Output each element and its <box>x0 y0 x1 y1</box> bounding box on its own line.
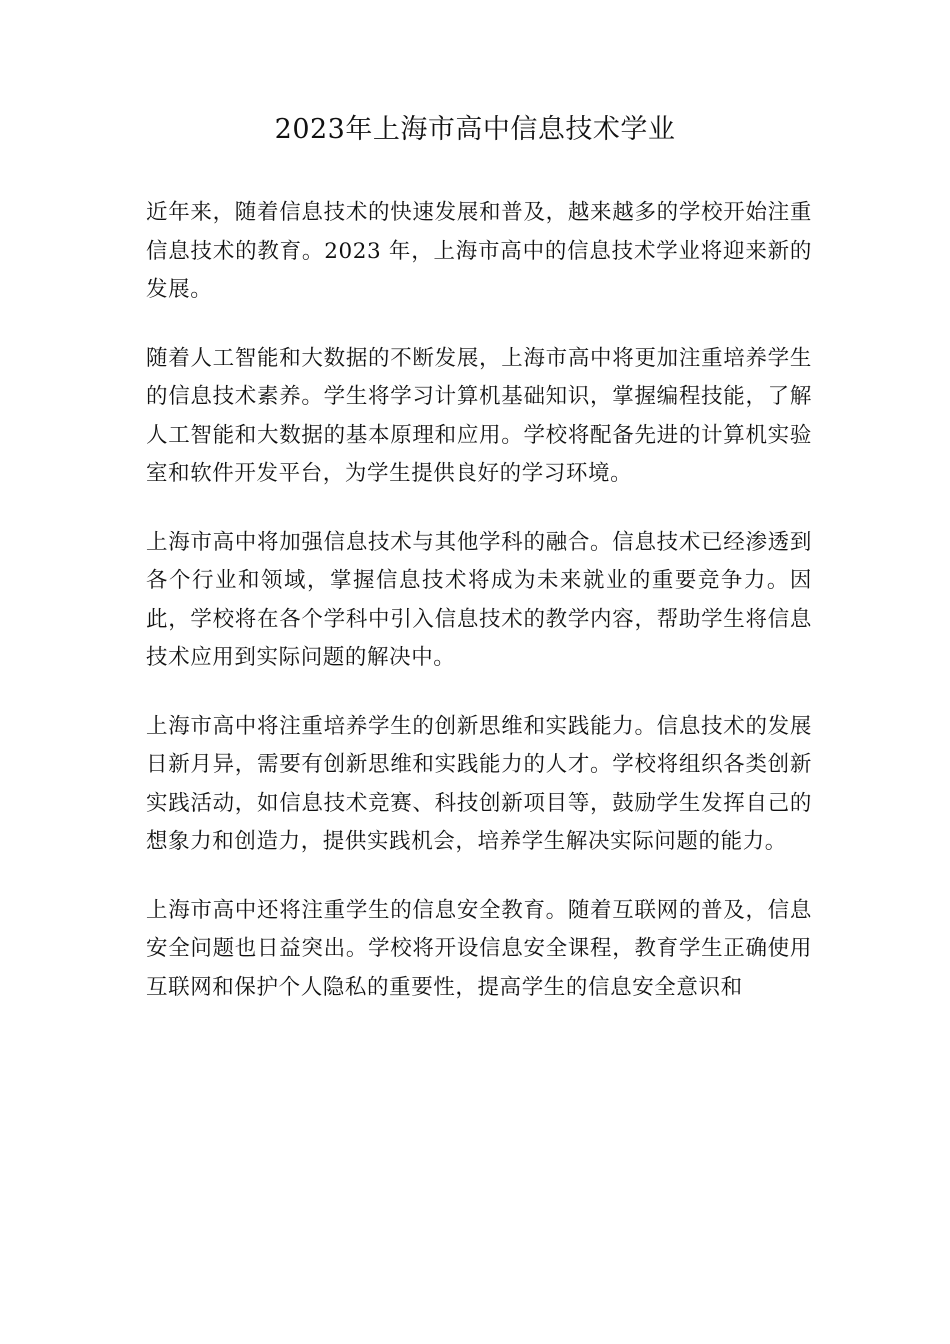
paragraph-4: 上海市高中将注重培养学生的创新思维和实践能力。信息技术的发展日新月异，需要有创新思维和实践能力的人才。学校将组织各类创新实践活动，如信息技术竞赛、科技创新项目等，鼓励学生发挥自己的想象力和创造力，提供实践机会，培养学生解决实际问题的能力。 <box>146 713 812 854</box>
document-title: 2023年上海市高中信息技术学业 <box>274 114 676 145</box>
document-body <box>146 194 812 1037</box>
paragraph-3: 上海市高中将加强信息技术与其他学科的融合。信息技术已经渗透到各个行业和领域，掌握信息技术将成为未来就业的重要竞争力。因此，学校将在各个学科中引入信息技术的教学内容，帮助学生将信息技术应用到实际问题的解决中。 <box>146 529 812 670</box>
paragraph-2: 随着人工智能和大数据的不断发展，上海市高中将更加注重培养学生的信息技术素养。学生将学习计算机基础知识，掌握编程技能，了解人工智能和大数据的基本原理和应用。学校将配备先进的计算机实验室和软件开发平台，为学生提供良好的学习环境。 <box>146 345 812 486</box>
paragraph-5: 上海市高中还将注重学生的信息安全教育。随着互联网的普及，信息安全问题也日益突出。学校将开设信息安全课程，教育学生正确使用互联网和保护个人隐私的重要性，提高学生的信息安全意识和 <box>146 897 812 1000</box>
paragraph-1: 近年来，随着信息技术的快速发展和普及，越来越多的学校开始注重信息技术的教育。2023 年，上海市高中的信息技术学业将迎来新的发展。 <box>146 200 812 302</box>
